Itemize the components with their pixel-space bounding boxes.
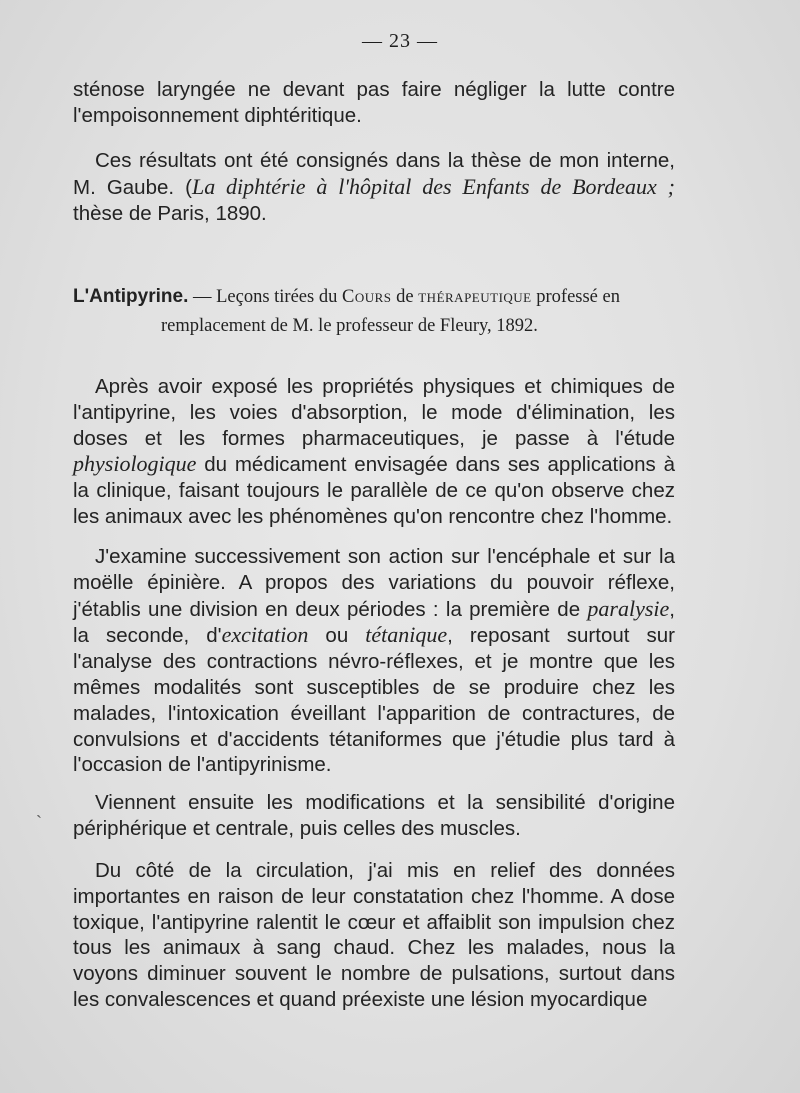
section-title-de: de [391,287,419,307]
paragraph-1-text: sténose laryngée ne devant pas faire négliger la lutte contre l'empoisonnement diphtéritique. [73,78,675,127]
paragraph-3-italic: physiologique [73,451,197,477]
section-title-line-2: remplacement de M. le professeur de Fleury, 1892. [161,316,538,336]
paragraph-2-citation: La diphtérie à l'hôpital des Enfants de Bordeaux ; [191,173,675,199]
paragraph-4-text: J'examine successivement son action sur l'encéphale et sur la moëlle épinière. A propos des variations du pouvoir réflexe, j'établis une division en deux périodes : la première de [73,545,675,621]
paragraph-2-text-end: thèse de Paris, 1890. [73,201,267,225]
paragraph-6-text: Du côté de la circulation, j'ai mis en relief des données importantes en raison de leur constatation chez l'homme. A dose toxique, l'antipyrine ralentit le cœur et affaiblit son impulsion chez tous les animaux à sang chaud. Chez les malades, nous la voyons diminuer souvent le nombre de pulsations, surtout dans les convalescences et quand préexiste une lésion myocardique [73,859,675,1011]
section-title-cours: Cours [341,287,392,307]
section-title [73,282,693,341]
paragraph-6 [73,858,675,1013]
section-title-text: — Leçons tirées du [188,287,342,307]
paragraph-3-text: Après avoir exposé les propriétés physiques et chimiques de l'antipyrine, les voies d'absorption, le mode d'élimination, les doses et les formes pharmaceutiques, je passe à l'étude [73,375,675,450]
paragraph-4-italic-tetanique: tétanique [365,622,448,648]
paragraph-2 [73,148,675,226]
paragraph-3 [73,374,675,530]
paragraph-4 [73,544,675,778]
paragraph-4-text-d: , reposant surtout sur l'analyse des contractions névro-réflexes, et je montre que les mêmes modalités sont susceptibles de se produire chez les malades, l'intoxication éveillant l'apparition de contractures, de convulsions et d'accidents tétaniformes que j'étudie plus tard à l'occasion de l'antipyrinisme. [73,624,675,777]
paragraph-4-text-c: ou [308,624,366,648]
section-title-name: L'Antipyrine. [73,286,189,307]
margin-mark: ` [36,812,42,832]
paragraph-4-italic-excitation: excitation [221,622,309,648]
paragraph-3-text-end: du médicament envisagée dans ses applications à la clinique, faisant toujours le parallèle de ce qu'on observe chez les animaux avec les phénomènes qu'on rencontre chez l'homme. [73,453,675,528]
paragraph-4-italic-paralysie: paralysie [587,595,670,621]
section-title-professe: professé en [531,287,620,307]
section-title-therapeutique: thérapeutique [418,287,532,307]
paragraph-5-text: Viennent ensuite les modifications et la sensibilité d'origine périphérique et centrale, puis celles des muscles. [73,791,675,840]
paragraph-5 [73,790,675,842]
paragraph-4-text-b: , la seconde, d' [73,597,675,648]
paragraph-1 [73,77,675,129]
page-number: — 23 — [362,30,438,52]
paragraph-2-text: Ces résultats ont été consignés dans la thèse de mon interne, M. Gaube. ( [73,149,675,199]
